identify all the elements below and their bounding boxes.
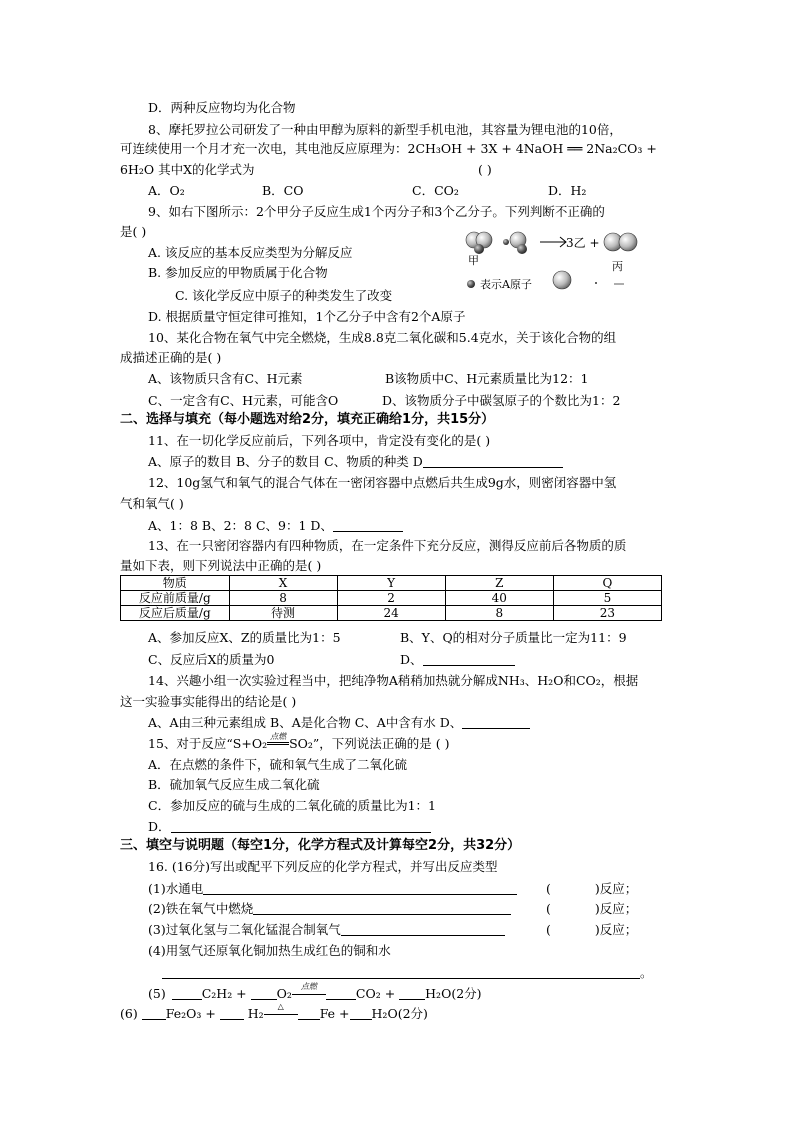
q15-option-d-label: D． [148, 819, 171, 834]
period: 。 [640, 965, 653, 980]
table-cell: 反应后质量/g [121, 606, 230, 621]
q16-item-1 [148, 879, 517, 899]
q16-item-3-blank[interactable] [341, 921, 505, 936]
q8-option-c: C．CO₂ [412, 183, 459, 198]
q14-options [148, 713, 530, 733]
q16-item-4-label: (4)用氢气还原氧化铜加热生成红色的铜和水 [148, 943, 391, 958]
q16-item-3-label: (3)过氧化氢与二氧化锰混合制氧气 [148, 922, 341, 937]
q16-item-5-condition: 点燃 [300, 982, 317, 991]
q8-text-1: 8、摩托罗拉公司研发了一种由甲醇为原料的新型手机电池，其容量为锂电池的10倍， [148, 122, 622, 137]
jia-label: 甲 [468, 254, 479, 267]
legend-atom-icon [467, 280, 475, 288]
table-header-cell: Q [553, 576, 661, 591]
legend-label: 表示A原子 [480, 278, 532, 291]
table-row [121, 606, 662, 621]
q16-item-6-condition: △ [277, 1002, 284, 1011]
q12-text-1: 12、10g氢气和氧气的混合气体在一密闭容器中点燃后共生成9g水，则密闭容器中氢 [148, 475, 617, 490]
q15-option-d [148, 817, 431, 837]
q15-option-a: A．在点燃的条件下，硫和氧气生成了二氧化硫 [148, 757, 408, 772]
table-cell: 待测 [229, 606, 337, 621]
q14-options-text: A、A由三种元素组成 B、A是化合物 C、A中含有水 D、 [148, 715, 463, 730]
q11-text-1: 11、在一切化学反应前后，下列各项中，肯定没有变化的是( ) [148, 433, 491, 448]
yi-label: 3乙 + [566, 236, 600, 250]
table-cell: 40 [445, 591, 553, 606]
jia-molecule-2 [503, 232, 527, 254]
legend-large-atom-icon [553, 271, 571, 289]
q9-option-b: B. 参加反应的甲物质属于化合物 [148, 265, 328, 280]
table-row [121, 591, 662, 606]
q15-blank-d[interactable] [171, 818, 431, 833]
q8-text-2: 可连续使用一个月才充一次电，其电池反应原理为：2CH₃OH + 3X + 4NaOH ══ 2Na₂CO₃ + [120, 141, 657, 156]
q16-item-6-label: (6) [120, 1006, 138, 1021]
q8-option-a: A．O₂ [148, 183, 185, 198]
table-cell: 8 [445, 606, 553, 621]
paren-open: ( [546, 881, 551, 896]
paren-open: ( [546, 901, 551, 916]
coef-blank[interactable] [220, 1005, 244, 1020]
product-co2: CO₂ + [355, 986, 400, 1001]
coef-blank[interactable] [172, 985, 202, 1000]
q8-text-3: 6H₂O 其中X的化学式为 [120, 162, 255, 177]
bing-molecule [604, 233, 637, 251]
q16-text-1: 16. (16分)写出或配平下列反应的化学方程式，并写出反应类型 [148, 859, 498, 874]
q16-item-3-type [546, 920, 637, 940]
q9-option-a: A. 该反应的基本反应类型为分解反应 [148, 245, 353, 260]
table-header-cell: Z [445, 576, 553, 591]
q13-option-a: A、参加反应X、Z的质量比为1：5 [148, 630, 341, 645]
q16-item-4-blank[interactable] [162, 964, 640, 979]
q16-item-6-arrow [264, 1004, 298, 1024]
q15-option-b: B．硫加氧气反应生成二氧化硫 [148, 777, 320, 792]
q10-text-2: 成描述正确的是( ) [120, 350, 222, 365]
mass-table [120, 575, 662, 621]
table-header-row [121, 576, 662, 591]
q10-text-1: 10、某化合物在氧气中完全燃烧，生成8.8克二氧化碳和5.4克水，关于该化合物的组 [148, 330, 617, 345]
q15-text-before: 15、对于反应“S+O₂ [148, 736, 268, 751]
q15-text-after: SO₂”，下列说法正确的是 ( ) [289, 736, 450, 751]
q15-text-1 [148, 734, 450, 754]
reaction-suffix: )反应； [594, 922, 638, 937]
table-header-cell: Y [337, 576, 445, 591]
q12-options [148, 516, 403, 536]
q16-item-2-blank[interactable] [253, 900, 511, 915]
arrow-line [292, 986, 326, 995]
q9-text-1: 9、如右下图所示：2个甲分子反应生成1个丙分子和3个乙分子。下列判断不正确的 [148, 204, 605, 219]
coef-blank[interactable] [298, 1005, 320, 1020]
q16-item-1-type [546, 879, 637, 899]
q10-option-c: C、一定含有C、H元素，可能含O [148, 393, 339, 408]
q14-text-2: 这一实验事实能得出的结论是( ) [120, 694, 297, 709]
reactant-o2: O₂ [276, 986, 292, 1001]
q16-item-1-label: (1)水通电 [148, 881, 204, 896]
bing-label: 丙 [612, 260, 623, 273]
q9-option-c: C. 该化学反应中原子的种类发生了改变 [175, 288, 393, 303]
q13-option-b: B、Y、Q的相对分子质量比一定为11：9 [400, 630, 627, 645]
reaction-molecule-diagram [460, 226, 660, 296]
q11-options-text: A、原子的数目 B、分子的数目 C、物质的种类 D [148, 454, 423, 469]
coef-blank[interactable] [399, 985, 425, 1000]
q8-option-d: D．H₂ [548, 183, 587, 198]
q16-item-2-label: (2)铁在氧气中燃烧 [148, 901, 254, 916]
table-header-cell: X [229, 576, 337, 591]
q16-item-1-blank[interactable] [203, 880, 517, 895]
q15-condition-label: 点燃 [270, 732, 287, 741]
q13-option-d [400, 650, 515, 670]
reaction-suffix: )反应； [594, 901, 638, 916]
paren-open: ( [546, 922, 551, 937]
coef-blank[interactable] [142, 1005, 166, 1020]
q10-option-d: D、该物质分子中碳氢原子的个数比为1：2 [382, 393, 621, 408]
q16-item-3 [148, 920, 505, 940]
jia-molecule-1 [466, 232, 492, 254]
product-h2o: H₂O(2分) [371, 1006, 428, 1021]
coef-blank[interactable] [350, 1005, 372, 1020]
table-cell: 5 [553, 591, 661, 606]
q16-item-6 [120, 1004, 428, 1024]
q14-blank-d[interactable] [462, 714, 530, 729]
coef-blank[interactable] [326, 985, 356, 1000]
product-fe: Fe + [319, 1006, 350, 1021]
section-3-heading: 三、填空与说明题（每空1分，化学方程式及计算每空2分，共32分） [120, 838, 521, 853]
q15-reaction-arrow [267, 734, 289, 754]
table-cell: 23 [553, 606, 661, 621]
section-2-heading: 二、选择与填充（每小题选对给2分，填充正确给1分，共15分） [120, 412, 495, 427]
table-cell: 反应前质量/g [121, 591, 230, 606]
table-cell: 8 [229, 591, 337, 606]
q16-item-5 [148, 984, 482, 1004]
q14-text-1: 14、兴趣小组一次实验过程当中，把纯净物A稍稍加热就分解成NH₃、H₂O和CO₂，根据 [148, 673, 639, 688]
q13-option-d-label: D、 [400, 652, 423, 667]
reaction-arrow [540, 237, 566, 247]
q13-option-c: C、反应后X的质量为0 [148, 652, 275, 667]
product-h2o: H₂O(2分) [425, 986, 482, 1001]
q11-options [148, 452, 563, 472]
q15-option-c: C．参加反应的硫与生成的二氧化硫的质量比为1：1 [148, 798, 436, 813]
q8-option-b: B．CO [262, 183, 304, 198]
q13-blank-d[interactable] [423, 651, 515, 666]
table-cell: 2 [337, 591, 445, 606]
table-cell: 24 [337, 606, 445, 621]
q12-blank-d[interactable] [333, 517, 403, 532]
q8-answer-paren: ( ) [478, 162, 492, 177]
q9-text-2: 是( ) [120, 224, 147, 239]
q11-blank-d[interactable] [423, 453, 563, 468]
q12-options-text: A、1：8 B、2：8 C、9：1 D、 [148, 518, 333, 533]
q16-item-2-type [546, 899, 637, 919]
q16-item-5-label: (5) [148, 986, 166, 1001]
q13-text-2: 量如下表，则下列说法中正确的是( ) [120, 558, 322, 573]
q7-option-d: D．两种反应物均为化合物 [148, 100, 296, 115]
q12-text-2: 气和氧气( ) [120, 496, 184, 511]
q10-option-a: A、该物质只含有C、H元素 [148, 371, 303, 386]
q13-text-1: 13、在一只密闭容器内有四种物质，在一定条件下充分反应，测得反应前后各物质的质 [148, 538, 627, 553]
table-header-cell: 物质 [121, 576, 230, 591]
q16-item-2 [148, 899, 511, 919]
reactant-h2: H₂ [243, 1006, 264, 1021]
q10-option-b: B该物质中C、H元素质量比为12：1 [385, 371, 589, 386]
reactant-c2h2: C₂H₂ + [201, 986, 251, 1001]
reaction-suffix: )反应； [594, 881, 638, 896]
q16-item-4-answer [162, 963, 653, 983]
reactant-fe2o3: Fe₂O₃ + [165, 1006, 220, 1021]
arrow-line [264, 1006, 298, 1015]
q9-option-d: D. 根据质量守恒定律可推知，1个乙分子中含有2个A原子 [148, 309, 466, 324]
